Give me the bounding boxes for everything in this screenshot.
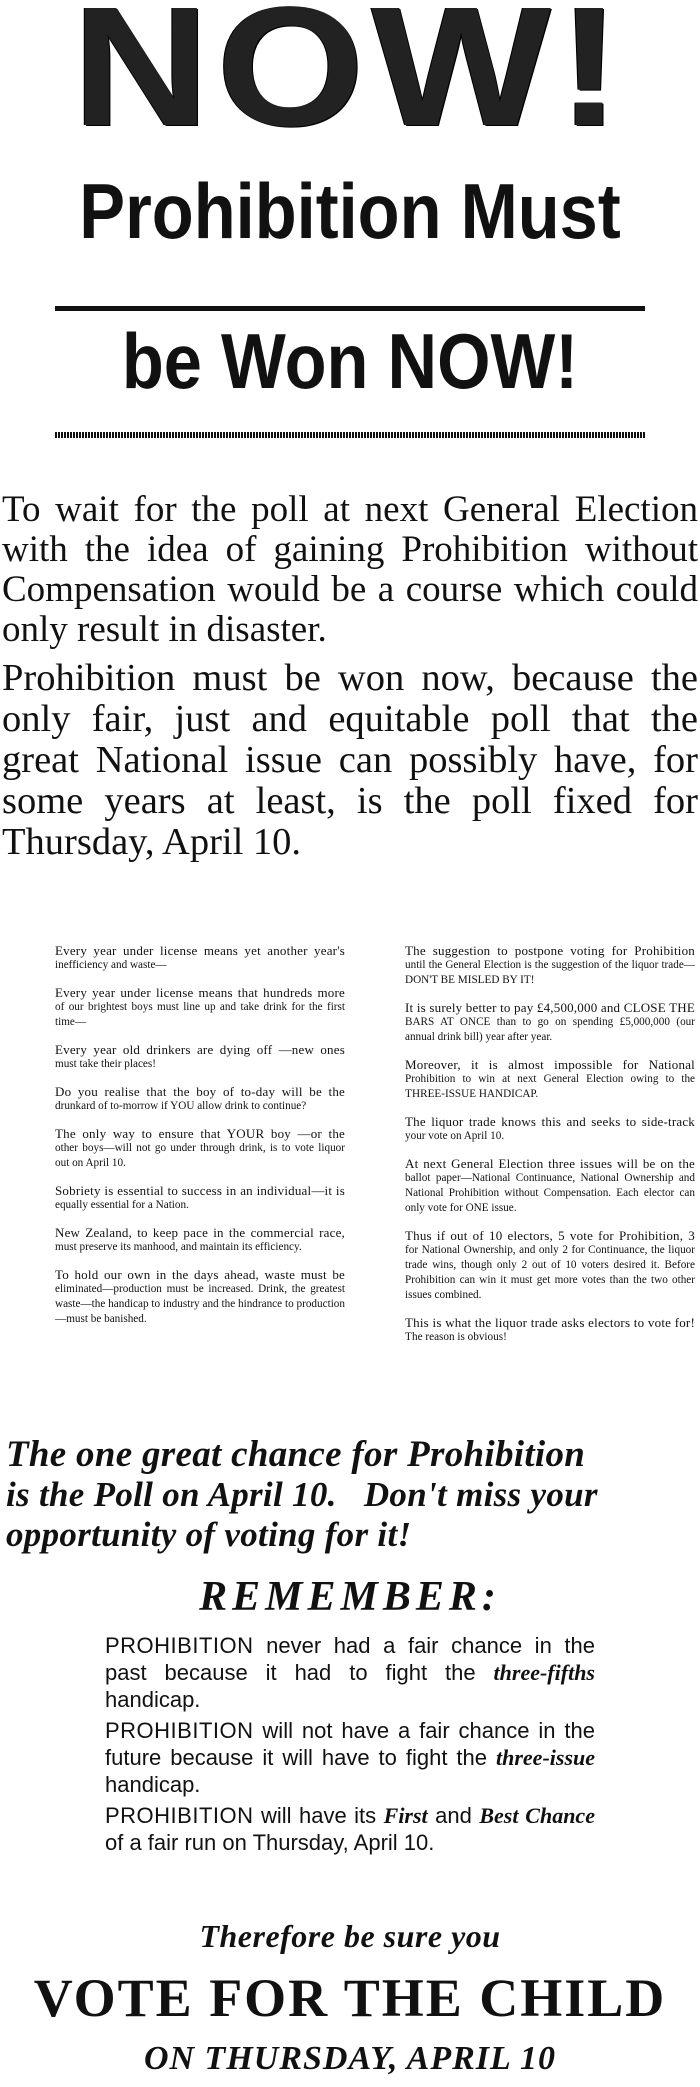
left-paragraph: To hold our own in the days ahead, waste must be eliminated—production must be increased. Drink, the greatest waste—the handicap to industry and the hindrance to production—must be banished. bbox=[55, 1267, 345, 1325]
body-columns bbox=[55, 943, 695, 1357]
point-emphasis-2: Best Chance bbox=[479, 1803, 595, 1828]
lead-paragraph-2: Prohibition must be won now, because the only fair, just and equitable poll that the great National issue can possibly have, for some years at least, is the poll fixed for Thursday, April 10. bbox=[2, 657, 698, 863]
left-paragraph: Every year old drinkers are dying off —new ones must take their places! bbox=[55, 1042, 345, 1070]
point-emphasis: three-issue bbox=[496, 1745, 595, 1770]
point-tail: handicap. bbox=[105, 1687, 201, 1712]
point-mid: and bbox=[435, 1803, 472, 1828]
right-paragraph: The suggestion to postpone voting for Prohibition until the General Election is the suggestion of the liquor trade—DON'T BE MISLED BY IT! bbox=[405, 943, 695, 986]
right-paragraph: Moreover, it is almost impossible for National Prohibition to win at next General Election owing to the THREE-ISSUE HANDICAP. bbox=[405, 1057, 695, 1100]
left-column bbox=[55, 943, 345, 1357]
closing-vote: VOTE FOR THE CHILD bbox=[33, 1968, 667, 2028]
point-lead: PROHIBITION bbox=[105, 1803, 254, 1828]
headline-rule-top bbox=[55, 306, 645, 311]
headline-rule-bottom bbox=[55, 432, 645, 438]
chance-line-3: opportunity of voting for it! bbox=[6, 1515, 412, 1554]
point-tail: handicap. bbox=[105, 1772, 201, 1797]
closing-date: ON THURSDAY, APRIL 10 bbox=[143, 2040, 557, 2077]
closing-therefore: Therefore be sure you bbox=[199, 1918, 501, 1954]
chance-statement bbox=[6, 1435, 696, 1555]
left-paragraph: The only way to ensure that YOUR boy —or the other boys—will not go under through drink, is to vote liquor out on April 10. bbox=[55, 1126, 345, 1169]
right-paragraph: At next General Election three issues will be on the ballot paper—National Continuance, National Ownership and National Prohibition without Compensation. Each elector can only vote for ONE issue. bbox=[405, 1156, 695, 1214]
remember-point bbox=[105, 1802, 595, 1856]
point-text: never had a fair chance in the past because it had to fight the bbox=[105, 1633, 595, 1685]
left-paragraph: Every year under license means yet another year's inefficiency and waste— bbox=[55, 943, 345, 971]
chance-line-2: is the Poll on April 10. Don't miss your bbox=[6, 1475, 598, 1514]
headline-prohibition-must: Prohibition Must bbox=[79, 167, 621, 255]
right-paragraph: Thus if out of 10 electors, 5 vote for Prohibition, 3 for National Ownership, and only 2 for Continuance, the liquor trade wins, though only 2 out of 10 voters desired it. Before Prohibition can win it must get more votes than the two other issues combined. bbox=[405, 1228, 695, 1301]
point-emphasis: First bbox=[383, 1803, 428, 1828]
point-lead: PROHIBITION bbox=[105, 1718, 254, 1743]
right-paragraph: The liquor trade knows this and seeks to side-track your vote on April 10. bbox=[405, 1114, 695, 1142]
left-paragraph: Do you realise that the boy of to-day will be the drunkard of to-morrow if YOU allow drink to continue? bbox=[55, 1084, 345, 1112]
point-lead: PROHIBITION bbox=[105, 1633, 254, 1658]
point-tail: of a fair run on Thursday, April 10. bbox=[105, 1830, 435, 1855]
lead-paragraph-1: To wait for the poll at next General Election with the idea of gaining Prohibition without Compensation would be a course which could only result in disaster. bbox=[2, 489, 698, 650]
right-paragraph: This is what the liquor trade asks electors to vote for! The reason is obvious! bbox=[405, 1315, 695, 1343]
remember-point bbox=[105, 1717, 595, 1798]
left-paragraph: New Zealand, to keep pace in the commercial race, must preserve its manhood, and maintain its efficiency. bbox=[55, 1225, 345, 1253]
point-emphasis: three-fifths bbox=[493, 1660, 595, 1685]
chance-line-1: The one great chance for Prohibition bbox=[6, 1434, 586, 1475]
left-paragraph: Sobriety is essential to success in an individual—it is equally essential for a Nation. bbox=[55, 1183, 345, 1211]
headline-now: NOW! bbox=[72, 0, 628, 162]
headline-be-won-now: be Won NOW! bbox=[121, 317, 579, 405]
point-text: will have its bbox=[260, 1803, 377, 1828]
right-column bbox=[405, 943, 695, 1357]
remember-heading: REMEMBER: bbox=[199, 1574, 501, 1620]
remember-point bbox=[105, 1632, 595, 1713]
remember-points bbox=[105, 1632, 595, 1860]
left-paragraph: Every year under license means that hundreds more of our brightest boys must line up and take drink for the first time— bbox=[55, 985, 345, 1028]
point-text: will not have a fair chance in the future because it will have to fight the bbox=[105, 1718, 595, 1770]
right-paragraph: It is surely better to pay £4,500,000 and CLOSE THE BARS AT ONCE than to go on spending £5,000,000 (our annual drink bill) year after year. bbox=[405, 1000, 695, 1043]
